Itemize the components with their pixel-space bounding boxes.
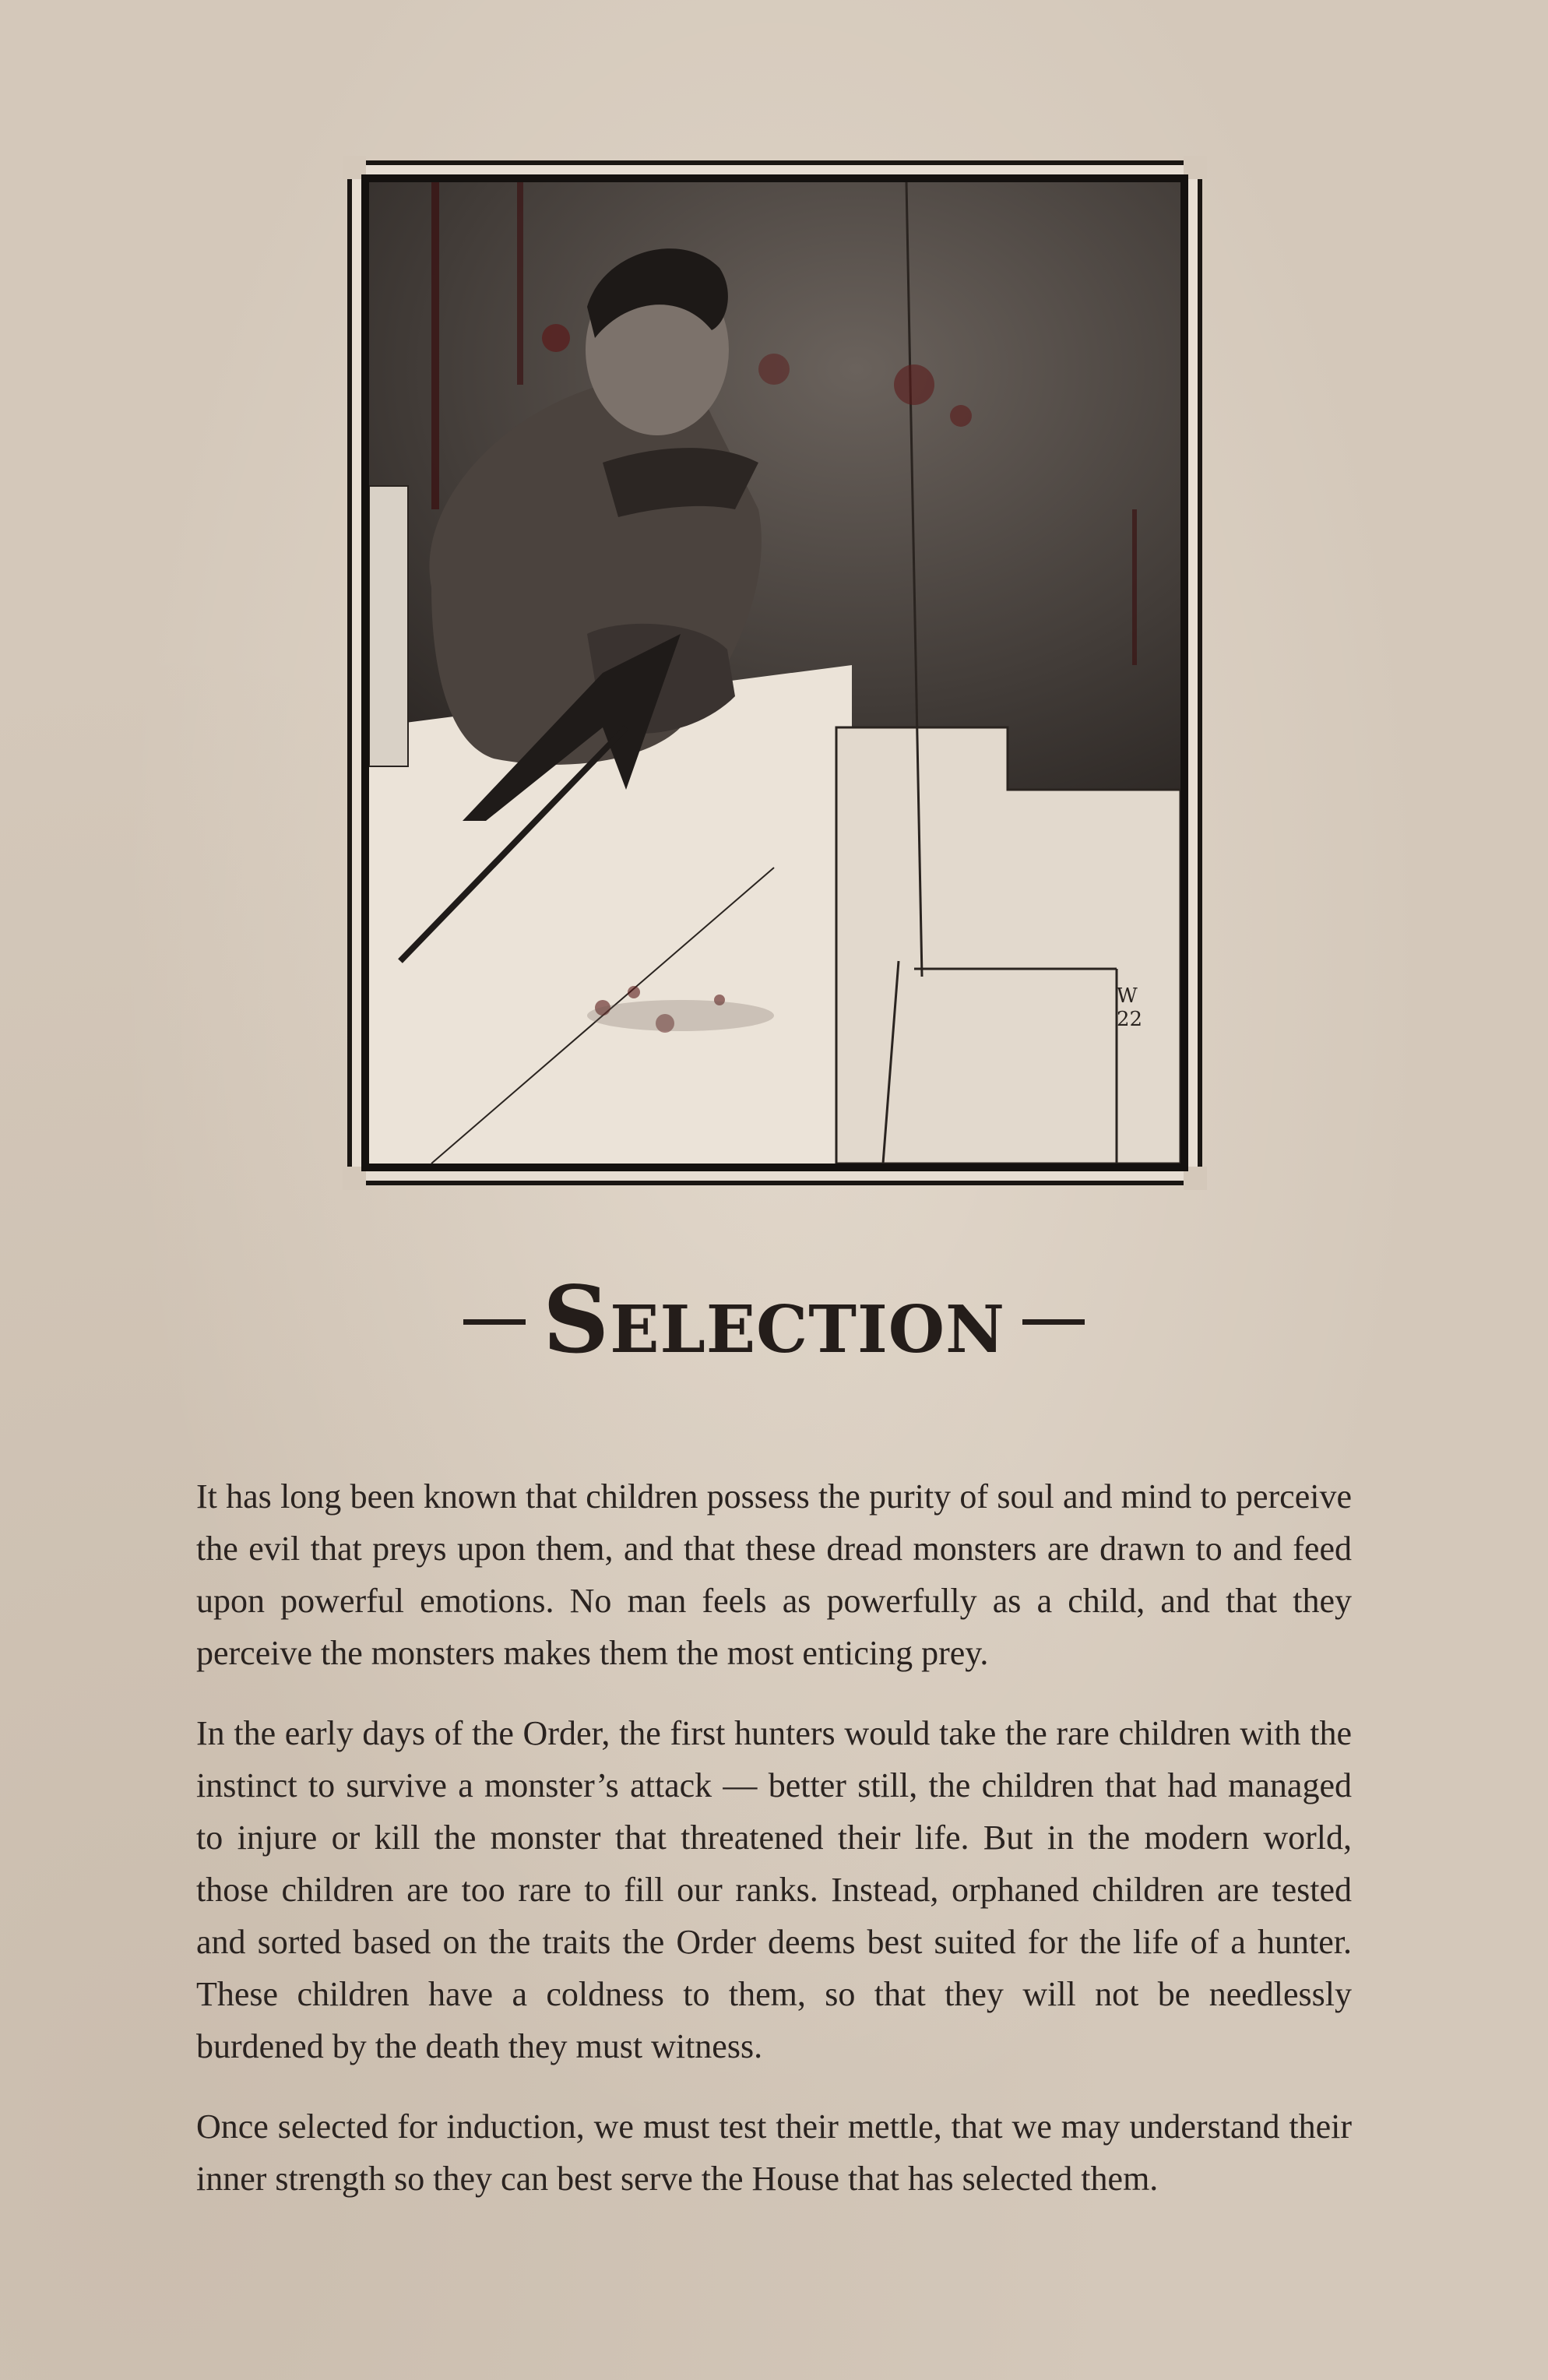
title-dash-left xyxy=(463,1319,526,1325)
page-title-text: Selection xyxy=(543,1266,1005,1374)
illustration-crouching-child-icon xyxy=(369,182,1180,1164)
paragraph: In the early days of the Order, the first hunters would take the rare children with the instinct to survive a monster’s attack — better still, the children that had managed to injure or kill the monster that threatened their life. But in the modern world, those children are too rare to fill our ranks. Instead, orphaned children are tested and sorted based on the traits the Order deems best suited for the life of a hunter. These children have a coldness to them, so that they will not be needlessly burdened by the death they must witness. xyxy=(196,1714,1352,2065)
paragraph: Once selected for induction, we must test their mettle, that we may understand their inner strength so they can best serve the House that has selected them. xyxy=(196,2107,1352,2198)
title-dash-right xyxy=(1022,1319,1085,1325)
page-title xyxy=(0,1266,1548,1374)
paragraph: It has long been known that children possess the purity of soul and mind to perceive the evil that preys upon them, and that these dread monsters are drawn to and feed upon powerful emotions. No man feels as powerfully as a child, and that they perceive the monsters makes them the most enticing prey. xyxy=(196,1477,1352,1672)
body-text xyxy=(196,1470,1352,2233)
artist-signature: W 22 xyxy=(1117,984,1143,1031)
illustration xyxy=(361,174,1188,1171)
